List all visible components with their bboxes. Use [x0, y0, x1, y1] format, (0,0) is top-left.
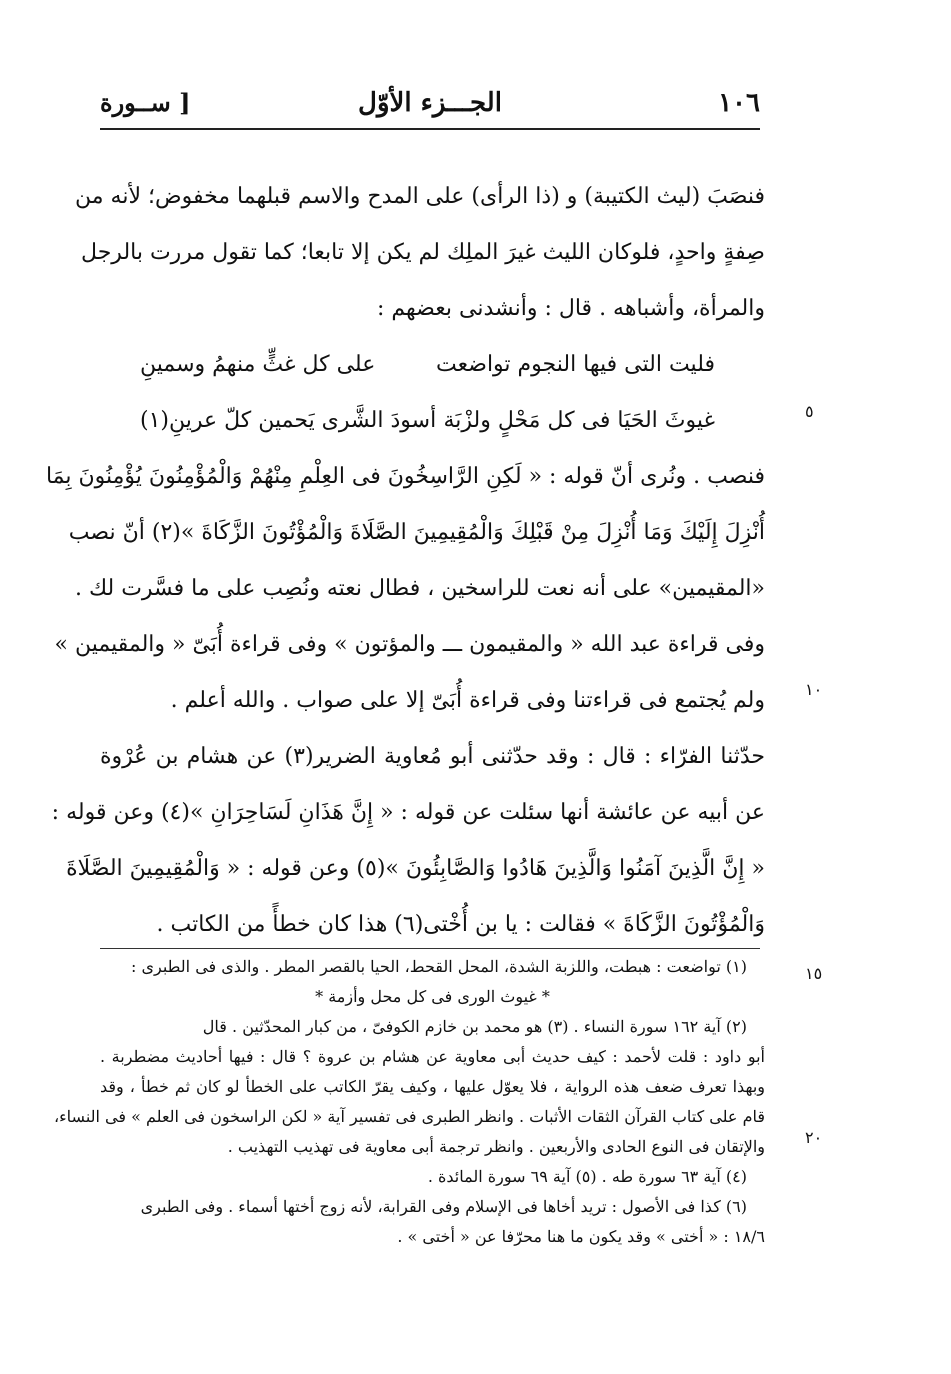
part-title: الجـــزء الأوّل [358, 88, 502, 118]
text-line: وفى قراءة عبد الله « والمقيمون ـــ والمؤتون » وفى قراءة أُبَىّ « والمقيمين » [54, 632, 765, 657]
margin-line-number: ١٥ [805, 964, 823, 983]
text-line: ولم يُجتمع فى قراءتنا وفى قراءة أُبَىّ إلا على صواب . والله أعلم . [170, 688, 765, 713]
verse-hemistich-first: غيوثَ الحَيَا فى كل مَحْلٍ ولزْبَة [443, 408, 715, 433]
footnote-line: (١) تواضعت : هبطت، واللزبة الشدة، المحل القحط، الحيا بالقصر المطر . والذى فى الطبرى : [131, 957, 747, 976]
footnote-line: (٤) آية ٦٣ سورة طه . (٥) آية ٦٩ سورة المائدة . [427, 1167, 747, 1186]
footnote-line: (٢) آية ١٦٢ سورة النساء . (٣) هو محمد بن خازم الكوفىّ ، من كبار المحدّثين . قال [202, 1017, 747, 1036]
main-text [45, 172, 765, 956]
margin-line-number: ٢٠ [805, 1128, 823, 1147]
footnote-line: (٦) كذا فى الأصول : تريد أخاها فى الإسلام وفى القرابة، لأنه زوج أختها أسماء . وفى الطبرى [140, 1197, 747, 1216]
header-rule [100, 128, 760, 130]
footnote-line: * غيوث الورى فى كل محل وأزمة * [315, 987, 550, 1006]
verse-hemistich-second: أسودَ الشَّرى يَحمين كلّ عرينِ(١) [140, 408, 437, 433]
verse-hemistich-second: على كل غثٍّ منهمُ وسمينِ [140, 352, 376, 377]
footnotes [53, 952, 765, 1252]
footnote-line: ١٨/٦ : « أختى » وقد يكون ما هنا محرّفا عن « أختى » . [397, 1227, 765, 1246]
text-line: أُنْزِلَ إِلَيْكَ وَمَا أُنْزِلَ مِنْ قَبْلِكَ وَالْمُقِيمِينَ الصَّلَاةَ وَالْمُؤْتُونَ الزَّكَاةَ »(٢) أنّ نصب [68, 520, 765, 545]
footnote-line: والإتقان فى النوع الحادى والأربعين . وانظر ترجمة أبى معاوية فى تهذيب التهذيب . [227, 1137, 765, 1156]
footnote-line: قام على كتاب القرآن الثقات الأثبات . وانظر الطبرى فى تفسير آية « لكن الراسخون فى العلم » فى النساء، [53, 1107, 765, 1126]
text-line: حدّثنا الفرّاء : قال : وقد حدّثنى أبو مُعاوية الضرير(٣) عن هشام بن عُرْوة [100, 744, 765, 769]
page-number: ١٠٦ [718, 88, 760, 118]
text-line: « إِنَّ الَّذِينَ آمَنُوا وَالَّذِينَ هَادُوا وَالصَّابِئُونَ »(٥) وعن قوله : « وَالْمُقِيمِينَ الصَّلَاةَ [66, 856, 765, 881]
verse-line [100, 396, 765, 452]
footnote-line: أبو داود : قلت لأحمد : كيف حديث أبى معاوية عن هشام بن عروة ؟ قال : فيها أحاديث مضطربة . [100, 1047, 765, 1066]
margin-line-number: ٥ [805, 402, 814, 421]
text-line: والمرأة، وأشباهه . قال : وأنشدنى بعضهم : [376, 296, 765, 321]
text-line: «المقيمين» على أنه نعت للراسخين ، فطال نعته ونُصِب على ما فسَّرت لك . [74, 576, 765, 601]
text-line: عن أبيه عن عائشة أنها سئلت عن قوله : « إِنَّ هَذَانِ لَسَاحِرَانِ »(٤) وعن قوله : [51, 800, 765, 825]
text-line: صِفةٍ واحدٍ، فلوكان الليث غيرَ الملِك لم يكن إلا تابعا؛ كما تقول مررت بالرجل [81, 240, 765, 265]
verse-hemistich-first: فليت التى فيها النجوم تواضعت [436, 352, 715, 377]
surah-label: [ ســورة [100, 88, 191, 117]
verse-line [100, 340, 765, 396]
text-line: وَالْمُؤْتُونَ الزَّكَاةَ » فقالت : يا بن أُخْتى(٦) هذا كان خطأً من الكاتب . [156, 912, 765, 937]
margin-line-number: ١٠ [805, 680, 823, 699]
text-line: فنصب . ونُرى أنّ قوله : « لَكِنِ الرَّاسِخُونَ فى العِلْمِ مِنْهُمْ وَالْمُؤْمِنُونَ يُؤْمِنُونَ بِمَا [45, 464, 765, 489]
footnote-separator [100, 948, 760, 949]
text-line: فنصَبَ (ليث الكتيبة) و (ذا الرأى) على المدح والاسم قبلهما مخفوض؛ لأنه من [75, 184, 765, 209]
footnote-line: وبهذا تعرف ضعف هذه الرواية ، فلا يعوّل عليها ، وكيف يقرّ الكاتب على الخطأ لو كان ثم خطأ ، وقد [100, 1077, 765, 1096]
running-header [100, 80, 760, 130]
